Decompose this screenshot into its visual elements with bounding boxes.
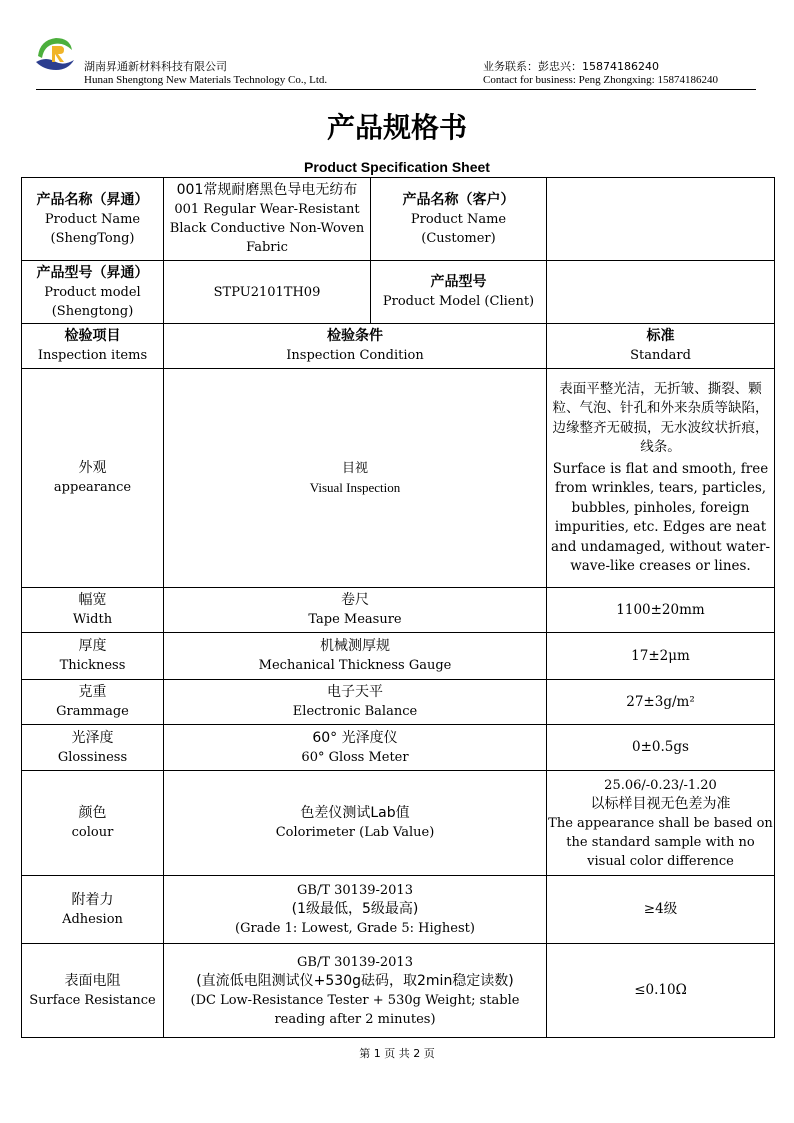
table-row	[22, 771, 775, 876]
condition-cell: 机械测厚规 Mechanical Thickness Gauge	[164, 633, 547, 680]
col-header-condition: 检验条件 Inspection Condition	[164, 324, 547, 369]
standard-cell: 0±0.5gs	[547, 725, 775, 771]
table-row	[22, 369, 775, 588]
condition-cell: GB/T 30139-2013 (1级最低，5级最高) (Grade 1: Lowest, Grade 5: Highest)	[164, 876, 547, 944]
page-title-cn: 产品规格书	[326, 111, 467, 144]
header-divider	[36, 89, 756, 90]
product-name-label: 产品名称（昇通） Product Name (ShengTong)	[22, 178, 164, 261]
standard-cell: ≥4级	[547, 876, 775, 944]
table-row	[22, 588, 775, 633]
page-title-en: Product Specification Sheet	[304, 159, 490, 175]
condition-cell: 目视 Visual Inspection	[164, 369, 547, 588]
standard-cell: ≤0.10Ω	[547, 944, 775, 1038]
item-cell: 附着力 Adhesion	[22, 876, 164, 944]
standard-cell: 25.06/-0.23/-1.20 以标样目视无色差为准 The appearance shall be based on the standard sample with no visual color difference	[547, 771, 775, 876]
condition-cell: 色差仪测试Lab值 Colorimeter (Lab Value)	[164, 771, 547, 876]
table-header-row	[22, 324, 775, 369]
item-cell: 颜色 colour	[22, 771, 164, 876]
standard-cell: 17±2μm	[547, 633, 775, 680]
company-name-cn: 湖南昇通新材料科技有限公司	[84, 60, 227, 73]
table-row	[22, 261, 775, 324]
client-model-label: 产品型号 Product Model (Client)	[371, 261, 547, 324]
standard-cell: 27±3g/m²	[547, 680, 775, 725]
customer-name-value	[547, 178, 775, 261]
col-header-item: 检验项目 Inspection items	[22, 324, 164, 369]
table-row	[22, 178, 775, 261]
item-cell: 光泽度 Glossiness	[22, 725, 164, 771]
table-row	[22, 680, 775, 725]
condition-cell: 60° 光泽度仪 60° Gloss Meter	[164, 725, 547, 771]
table-row	[22, 725, 775, 771]
product-name-value: 001常规耐磨黑色导电无纺布 001 Regular Wear-Resistant Black Conductive Non-Woven Fabric	[164, 178, 371, 261]
condition-cell: 电子天平 Electronic Balance	[164, 680, 547, 725]
company-name-en: Hunan Shengtong New Materials Technology Co., Ltd.	[84, 74, 328, 86]
item-cell: 克重 Grammage	[22, 680, 164, 725]
condition-cell: GB/T 30139-2013 (直流低电阻测试仪+530g砝码，取2min稳定读数) (DC Low-Resistance Tester + 530g Weight; stable reading after 2 minutes)	[164, 944, 547, 1038]
table-row	[22, 876, 775, 944]
item-cell: 幅宽 Width	[22, 588, 164, 633]
client-model-value	[547, 261, 775, 324]
table-row	[22, 633, 775, 680]
col-header-standard: 标准 Standard	[547, 324, 775, 369]
contact-en: Contact for business: Peng Zhongxing: 15874186240	[483, 74, 718, 86]
page-number: 第 1 页 共 2 页	[359, 1047, 435, 1060]
product-model-value: STPU2101TH09	[164, 261, 371, 324]
item-cell: 表面电阻 Surface Resistance	[22, 944, 164, 1038]
contact-cn: 业务联系：彭忠兴：15874186240	[483, 60, 659, 73]
company-logo-icon	[34, 34, 76, 76]
standard-cell: 1100±20mm	[547, 588, 775, 633]
product-model-label: 产品型号（昇通） Product model (Shengtong)	[22, 261, 164, 324]
condition-cell: 卷尺 Tape Measure	[164, 588, 547, 633]
item-cell: 厚度 Thickness	[22, 633, 164, 680]
customer-name-label: 产品名称（客户） Product Name (Customer)	[371, 178, 547, 261]
item-cell: 外观 appearance	[22, 369, 164, 588]
standard-cell: 表面平整光洁，无折皱、撕裂、颗粒、气泡、针孔和外来杂质等缺陷，边缘整齐无破损，无水波纹状折痕，线条。 Surface is flat and smooth, free from wrinkles, tears, particles, bubbles, pinholes, foreign impurities, etc. Edges are neat and undamaged, without water-wave-like creases or lines.	[547, 369, 775, 588]
spec-table	[21, 177, 775, 1038]
table-row	[22, 944, 775, 1038]
